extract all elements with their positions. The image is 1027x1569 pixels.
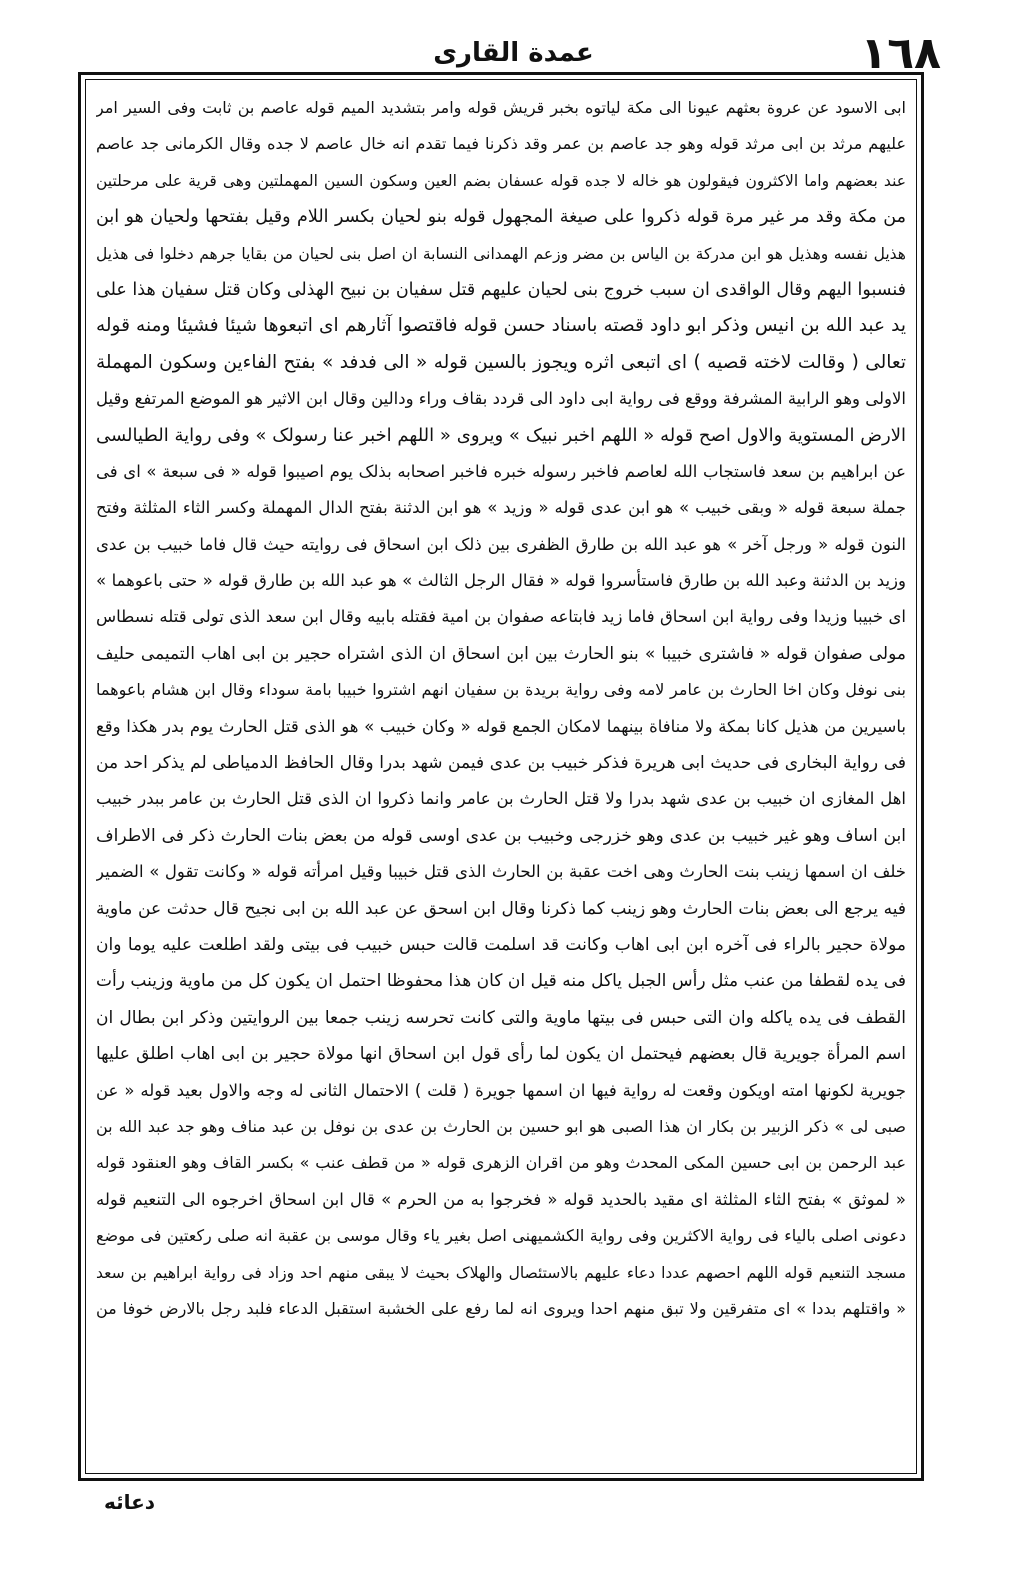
text-line: الارض المستویة والاول اصح قوله « اللهم اخبر نبیک » ویروی « اللهم اخبر عنا رسولک » وفی روایة الطیالسی [96, 424, 906, 446]
text-line: ابی الاسود عن عروة بعثهم عیونا الی مکة لیاتوه بخبر قریش قوله وامر بتشدید المیم قوله عاصم بن ثابت وفی السیر امر [96, 98, 906, 117]
text-line: هذیل نفسه وهذیل هو ابن مدرکة بن الیاس بن مضر وزعم الهمدانی النسابة ان اصل بنی لحیان من بقایا جرهم دخلوا فی هذیل [96, 244, 906, 263]
text-line: ابن اساف وهو غیر خبیب بن عدی وهو خزرجی وخبیب بن عدی اوسی قوله من بعض بنات الحارث ذکر فی الاطراف [96, 825, 906, 846]
text-line: فی روایة البخاری فی حدیث ابی هریرة فذکر خبیب بن عدی فیمن شهد بدرا وقال الحافظ الدمیاطی لم یذکر احد من [96, 753, 906, 774]
text-line: عن ابراهیم بن سعد فاستجاب الله لعاصم فاخبر رسوله خبره فاخبر اصحابه بذلک یوم اصیبوا قوله « فی سبعة » ای فی [96, 461, 906, 481]
text-line: وزید بن الدثنة وعبد الله بن طارق فاستأسروا قوله « فقال الرجل الثالث » هو عبد الله بن طارق قوله « حتی باعوهما » [96, 571, 906, 591]
text-line: « واقتلهم بددا » ای متفرقین ولا تبق منهم احدا ویروی انه لما رفع علی الخشبة استقبل الدعاء فلبد رجل بالارض خوفا من [96, 1298, 906, 1318]
text-line: باسیرین من هذیل کانا بمکة ولا منافاة بینهما لامکان الجمع قوله « وکان خبیب » هو الذی قتل الحارث یوم بدر هکذا وقع [96, 716, 906, 736]
text-line: اسم المرأة جویریة قال بعضهم فیحتمل ان یکون لما رأی قول ابن اسحاق انها مولاة حجیر بن ابی اهاب اطلق علیها [96, 1044, 906, 1065]
text-line: النون قوله « ورجل آخر » هو عبد الله بن طارق الظفری بین ذلک ابن اسحاق فی روایته حیث قال فاما خبیب بن عدی [96, 534, 906, 554]
text-line: من مکة وقد مر غیر مرة قوله ذکروا علی صیغة المجهول قوله بنو لحیان بکسر اللام وقیل بفتحها ولحیان هو ابن [96, 207, 906, 228]
page-number: ١٦٨ [860, 28, 941, 79]
text-line: فی یده لقطفا من عنب مثل رأس الجبل یاکل منه قیل ان کان هذا محفوظا احتمل ان یکون کل من ماویة وزینب رأت [96, 971, 906, 992]
text-line: فیه یرجع الی بعض بنات الحارث وهو زینب کما ذکرنا وقال ابن اسحق عن عبد الله بن ابی نجیح قال حدثت عن ماویة [96, 898, 906, 919]
text-line: دعونی اصلی بالیاء فی روایة الاکثرین وفی روایة الکشمیهنی اصل بغیر یاء وقال موسی بن عقبة انه صلی رکعتین فی موضع [96, 1226, 906, 1246]
text-line: ای خبیبا وزیدا وفی روایة ابن اسحاق فاما زید فابتاعه صفوان بن امیة فقتله بابیه وقال ابن سعد الذی تولی قتله نسطاس [96, 607, 906, 627]
text-line: عند بعضهم واما الاکثرون فیقولون هو خاله لا جده قوله عسفان بضم العین وسکون السین المهملتین وهی قریة علی مرحلتین [96, 171, 906, 190]
text-line: علیهم مرثد بن ابی مرثد قوله وهو جد عاصم بن عمر وقد ذکرنا فیما تقدم انه خال عاصم لا جده وقال الکرمانی جد عاصم [96, 134, 906, 154]
text-line: الاولی وهو الرابیة المشرفة ووقع فی روایة ابی داود الی قردد بقاف وراء ودالین وقال ابن الاثیر هو الموضع المرتفع وقیل [96, 389, 906, 409]
text-line: مولی صفوان قوله « فاشتری خبیبا » بنو الحارث بین ابن اسحاق ان الذی اشتراه حجیر بن ابی اهاب التمیمی حلیف [96, 643, 906, 664]
text-line: مسجد التنعیم قوله اللهم احصهم عددا دعاء علیهم بالاستئصال والهلاک بحیث لا یبقی منهم احد وزاد فی روایة ابراهیم بن سعد [96, 1263, 906, 1282]
text-line: بنی نوفل وکان اخا الحارث بن عامر لامه وفی روایة بریدة بن سفیان انهم اشتروا خبیبا بامة سوداء وقال ابن هشام باعوهما [96, 680, 906, 700]
book-title: عمدة القاری [433, 38, 594, 68]
text-line: جملة سبعة قوله « وبقی خبیب » هو ابن عدی قوله « وزید » هو ابن الدثنة بفتح الدال المهملة وکسر الثاء المثلثة وفتح [96, 498, 906, 518]
text-line: مولاة حجیر بالراء فی آخره ابن ابی اهاب وکانت قد اسلمت قالت حبس خبیب فی بیتی ولقد اطلعت علیه یوما وان [96, 934, 906, 955]
text-line: اهل المغازی ان خبیب بن عدی شهد بدرا ولا قتل الحارث بن عامر وانما ذکروا ان الذی قتل الحارث بن عامر ببدر خبیب [96, 789, 906, 809]
text-line: خلف ان اسمها زینب بنت الحارث وهی اخت عقبة بن الحارث الذی قتل خبیبا وقیل امرأته قوله « وکانت تقول » الضمیر [96, 862, 906, 882]
text-line: جویریة لکونها امته اویکون وقعت له روایة فیها ان اسمها جویرة ( قلت ) الاحتمال الثانی له وجه والاول بعید قوله « عن [96, 1080, 906, 1100]
text-line: تعالی ( وقالت لاخته قصیه ) ای اتبعی اثره ویجوز بالسین قوله « الی فدفد » بفتح الفاءین وسکون المهملة [96, 351, 906, 373]
text-line: القطف فی یده یاکله وان التی حبس فی بیتها ماویة والتی کانت تحرسه زینب جمعا بین الروایتین وذکر ابن بطال ان [96, 1007, 906, 1028]
text-line: ید عبد الله بن انیس وذکر ابو داود قصته باسناد حسن قوله فاقتصوا آثارهم ای اتبعوها شیئا فشیئا ومنه قوله [96, 315, 906, 337]
text-line: صبی لی » ذکر الزبیر بن بکار ان هذا الصبی هو ابو حسین بن الحارث بن عدی بن نوفل بن عبد مناف وهو جد عبد الله بن [96, 1116, 906, 1136]
text-line: « لموثق » بفتح الثاء المثلثة ای مقید بالحدید قوله « فخرجوا به من الحرم » قال ابن اسحاق اخرجوه الی التنعیم قوله [96, 1189, 906, 1209]
text-line: فنسبوا الیهم وقال الواقدی ان سبب خروج بنی لحیان علیهم قتل سفیان بن نبیح الهذلی وکان قتل سفیان هذا علی [96, 279, 906, 300]
page-header [80, 30, 947, 78]
text-body [96, 90, 906, 1470]
text-line: عبد الرحمن بن ابی حسین المکی المحدث وهو من اقران الزهری قوله « من قطف عنب » بکسر القاف وهو العنقود قوله [96, 1153, 906, 1173]
catchword: دعائه [104, 1490, 156, 1514]
